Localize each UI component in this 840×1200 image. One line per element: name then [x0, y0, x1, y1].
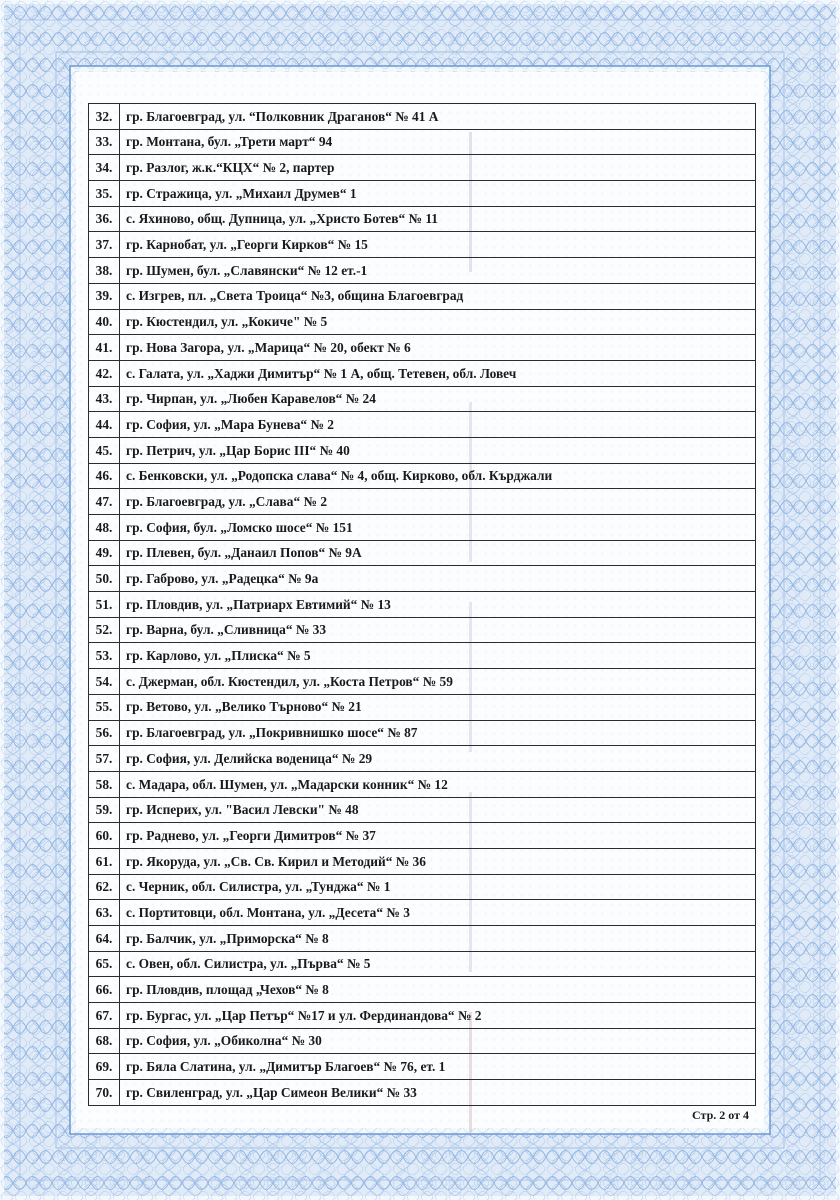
table-row: [89, 669, 756, 695]
table-row: [89, 309, 756, 335]
row-address: с. Яхиново, общ. Дупница, ул. „Христо Ботев“ № 11: [120, 206, 756, 232]
table-row: [89, 283, 756, 309]
row-number: 50.: [89, 566, 120, 592]
row-number: 46.: [89, 463, 120, 489]
table-row: [89, 874, 756, 900]
table-row: [89, 1054, 756, 1080]
row-address: гр. Благоевград, ул. „Покривнишко шосе“ № 87: [120, 720, 756, 746]
row-address: гр. Монтана, бул. „Трети март“ 94: [120, 129, 756, 155]
row-address: с. Мадара, обл. Шумен, ул. „Мадарски конник“ № 12: [120, 771, 756, 797]
row-number: 34.: [89, 155, 120, 181]
row-number: 61.: [89, 848, 120, 874]
row-number: 59.: [89, 797, 120, 823]
row-address: гр. Ветово, ул. „Велико Търново“ № 21: [120, 694, 756, 720]
row-number: 68.: [89, 1028, 120, 1054]
row-address: гр. Карнобат, ул. „Георги Кирков“ № 15: [120, 232, 756, 258]
row-address: гр. Благоевград, ул. “Полковник Драганов“ № 41 А: [120, 104, 756, 130]
table-row: [89, 797, 756, 823]
table-row: [89, 360, 756, 386]
table-row: [89, 1003, 756, 1029]
row-number: 63.: [89, 900, 120, 926]
row-number: 45.: [89, 437, 120, 463]
row-number: 52.: [89, 617, 120, 643]
row-address: гр. Стражица, ул. „Михаил Друмев“ 1: [120, 181, 756, 207]
row-number: 39.: [89, 283, 120, 309]
row-address: гр. София, ул. „Мара Бунева“ № 2: [120, 412, 756, 438]
row-address: гр. Якоруда, ул. „Св. Св. Кирил и Методий“ № 36: [120, 848, 756, 874]
row-number: 49.: [89, 540, 120, 566]
row-number: 62.: [89, 874, 120, 900]
row-address: гр. Пловдив, площад „Чехов“ № 8: [120, 977, 756, 1003]
row-address: гр. София, бул. „Ломско шосе“ № 151: [120, 515, 756, 541]
table-row: [89, 643, 756, 669]
row-address: с. Овен, обл. Силистра, ул. „Първа“ № 5: [120, 951, 756, 977]
table-row: [89, 1028, 756, 1054]
row-address: гр. Разлог, ж.к.“КЦХ“ № 2, партер: [120, 155, 756, 181]
table-row: [89, 437, 756, 463]
row-number: 47.: [89, 489, 120, 515]
row-number: 38.: [89, 258, 120, 284]
table-row: [89, 746, 756, 772]
table-row: [89, 258, 756, 284]
row-number: 56.: [89, 720, 120, 746]
row-address: с. Портитовци, обл. Монтана, ул. „Десета“ № 3: [120, 900, 756, 926]
table-row: [89, 720, 756, 746]
row-address: гр. Чирпан, ул. „Любен Каравелов“ № 24: [120, 386, 756, 412]
row-address: гр. София, ул. „Обиколна“ № 30: [120, 1028, 756, 1054]
table-row: [89, 694, 756, 720]
row-address: гр. Карлово, ул. „Плиска“ № 5: [120, 643, 756, 669]
row-number: 35.: [89, 181, 120, 207]
table-row: [89, 1080, 756, 1106]
row-address: гр. Пловдив, ул. „Патриарх Евтимий“ № 13: [120, 592, 756, 618]
row-number: 33.: [89, 129, 120, 155]
row-number: 42.: [89, 360, 120, 386]
table-row: [89, 463, 756, 489]
table-row: [89, 771, 756, 797]
table-row: [89, 540, 756, 566]
row-number: 54.: [89, 669, 120, 695]
row-address: гр. Варна, бул. „Сливница“ № 33: [120, 617, 756, 643]
row-address: с. Изгрев, пл. „Света Троица“ №3, община Благоевград: [120, 283, 756, 309]
row-address: гр. Балчик, ул. „Приморска“ № 8: [120, 926, 756, 952]
row-address: с. Джерман, обл. Кюстендил, ул. „Коста Петров“ № 59: [120, 669, 756, 695]
table-row: [89, 335, 756, 361]
row-number: 70.: [89, 1080, 120, 1106]
row-number: 40.: [89, 309, 120, 335]
table-row: [89, 206, 756, 232]
table-row: [89, 155, 756, 181]
row-number: 69.: [89, 1054, 120, 1080]
row-address: с. Галата, ул. „Хаджи Димитър“ № 1 А, общ. Тетевен, обл. Ловеч: [120, 360, 756, 386]
table-row: [89, 232, 756, 258]
row-address: гр. Благоевград, ул. „Слава“ № 2: [120, 489, 756, 515]
row-number: 65.: [89, 951, 120, 977]
table-row: [89, 951, 756, 977]
row-number: 41.: [89, 335, 120, 361]
row-address: гр. Габрово, ул. „Радецка“ № 9а: [120, 566, 756, 592]
row-number: 53.: [89, 643, 120, 669]
page-number: Стр. 2 от 4: [692, 1108, 749, 1122]
table-row: [89, 617, 756, 643]
row-number: 43.: [89, 386, 120, 412]
table-row: [89, 848, 756, 874]
row-address: гр. Петрич, ул. „Цар Борис III“ № 40: [120, 437, 756, 463]
row-address: гр. Свиленград, ул. „Цар Симеон Велики“ № 33: [120, 1080, 756, 1106]
row-address: гр. Бургас, ул. „Цар Петър“ №17 и ул. Фердинандова“ № 2: [120, 1003, 756, 1029]
row-number: 36.: [89, 206, 120, 232]
row-number: 48.: [89, 515, 120, 541]
table-row: [89, 977, 756, 1003]
row-address: гр. Раднево, ул. „Георги Димитров“ № 37: [120, 823, 756, 849]
row-number: 64.: [89, 926, 120, 952]
table-row: [89, 823, 756, 849]
row-number: 67.: [89, 1003, 120, 1029]
table-row: [89, 926, 756, 952]
row-address: гр. Плевен, бул. „Данаил Попов“ № 9А: [120, 540, 756, 566]
table-row: [89, 592, 756, 618]
row-address: гр. Кюстендил, ул. „Кокиче" № 5: [120, 309, 756, 335]
row-address: гр. Нова Загора, ул. „Марица“ № 20, обект № 6: [120, 335, 756, 361]
row-number: 51.: [89, 592, 120, 618]
address-table-body: [89, 104, 756, 1106]
row-address: гр. Исперих, ул. "Васил Левски" № 48: [120, 797, 756, 823]
table-row: [89, 489, 756, 515]
row-address: гр. София, ул. Делийска воденица“ № 29: [120, 746, 756, 772]
row-number: 57.: [89, 746, 120, 772]
table-row: [89, 515, 756, 541]
row-number: 32.: [89, 104, 120, 130]
table-row: [89, 900, 756, 926]
row-number: 66.: [89, 977, 120, 1003]
row-number: 55.: [89, 694, 120, 720]
table-row: [89, 386, 756, 412]
table-row: [89, 566, 756, 592]
row-number: 37.: [89, 232, 120, 258]
row-number: 58.: [89, 771, 120, 797]
row-address: гр. Бяла Слатина, ул. „Димитър Благоев“ № 76, ет. 1: [120, 1054, 756, 1080]
row-address: гр. Шумен, бул. „Славянски“ № 12 ет.-1: [120, 258, 756, 284]
table-row: [89, 129, 756, 155]
row-number: 44.: [89, 412, 120, 438]
row-address: с. Черник, обл. Силистра, ул. „Тунджа“ № 1: [120, 874, 756, 900]
table-row: [89, 412, 756, 438]
address-table: [88, 103, 756, 1106]
table-row: [89, 104, 756, 130]
row-number: 60.: [89, 823, 120, 849]
row-address: с. Бенковски, ул. „Родопска слава“ № 4, общ. Кирково, обл. Кърджали: [120, 463, 756, 489]
table-row: [89, 181, 756, 207]
